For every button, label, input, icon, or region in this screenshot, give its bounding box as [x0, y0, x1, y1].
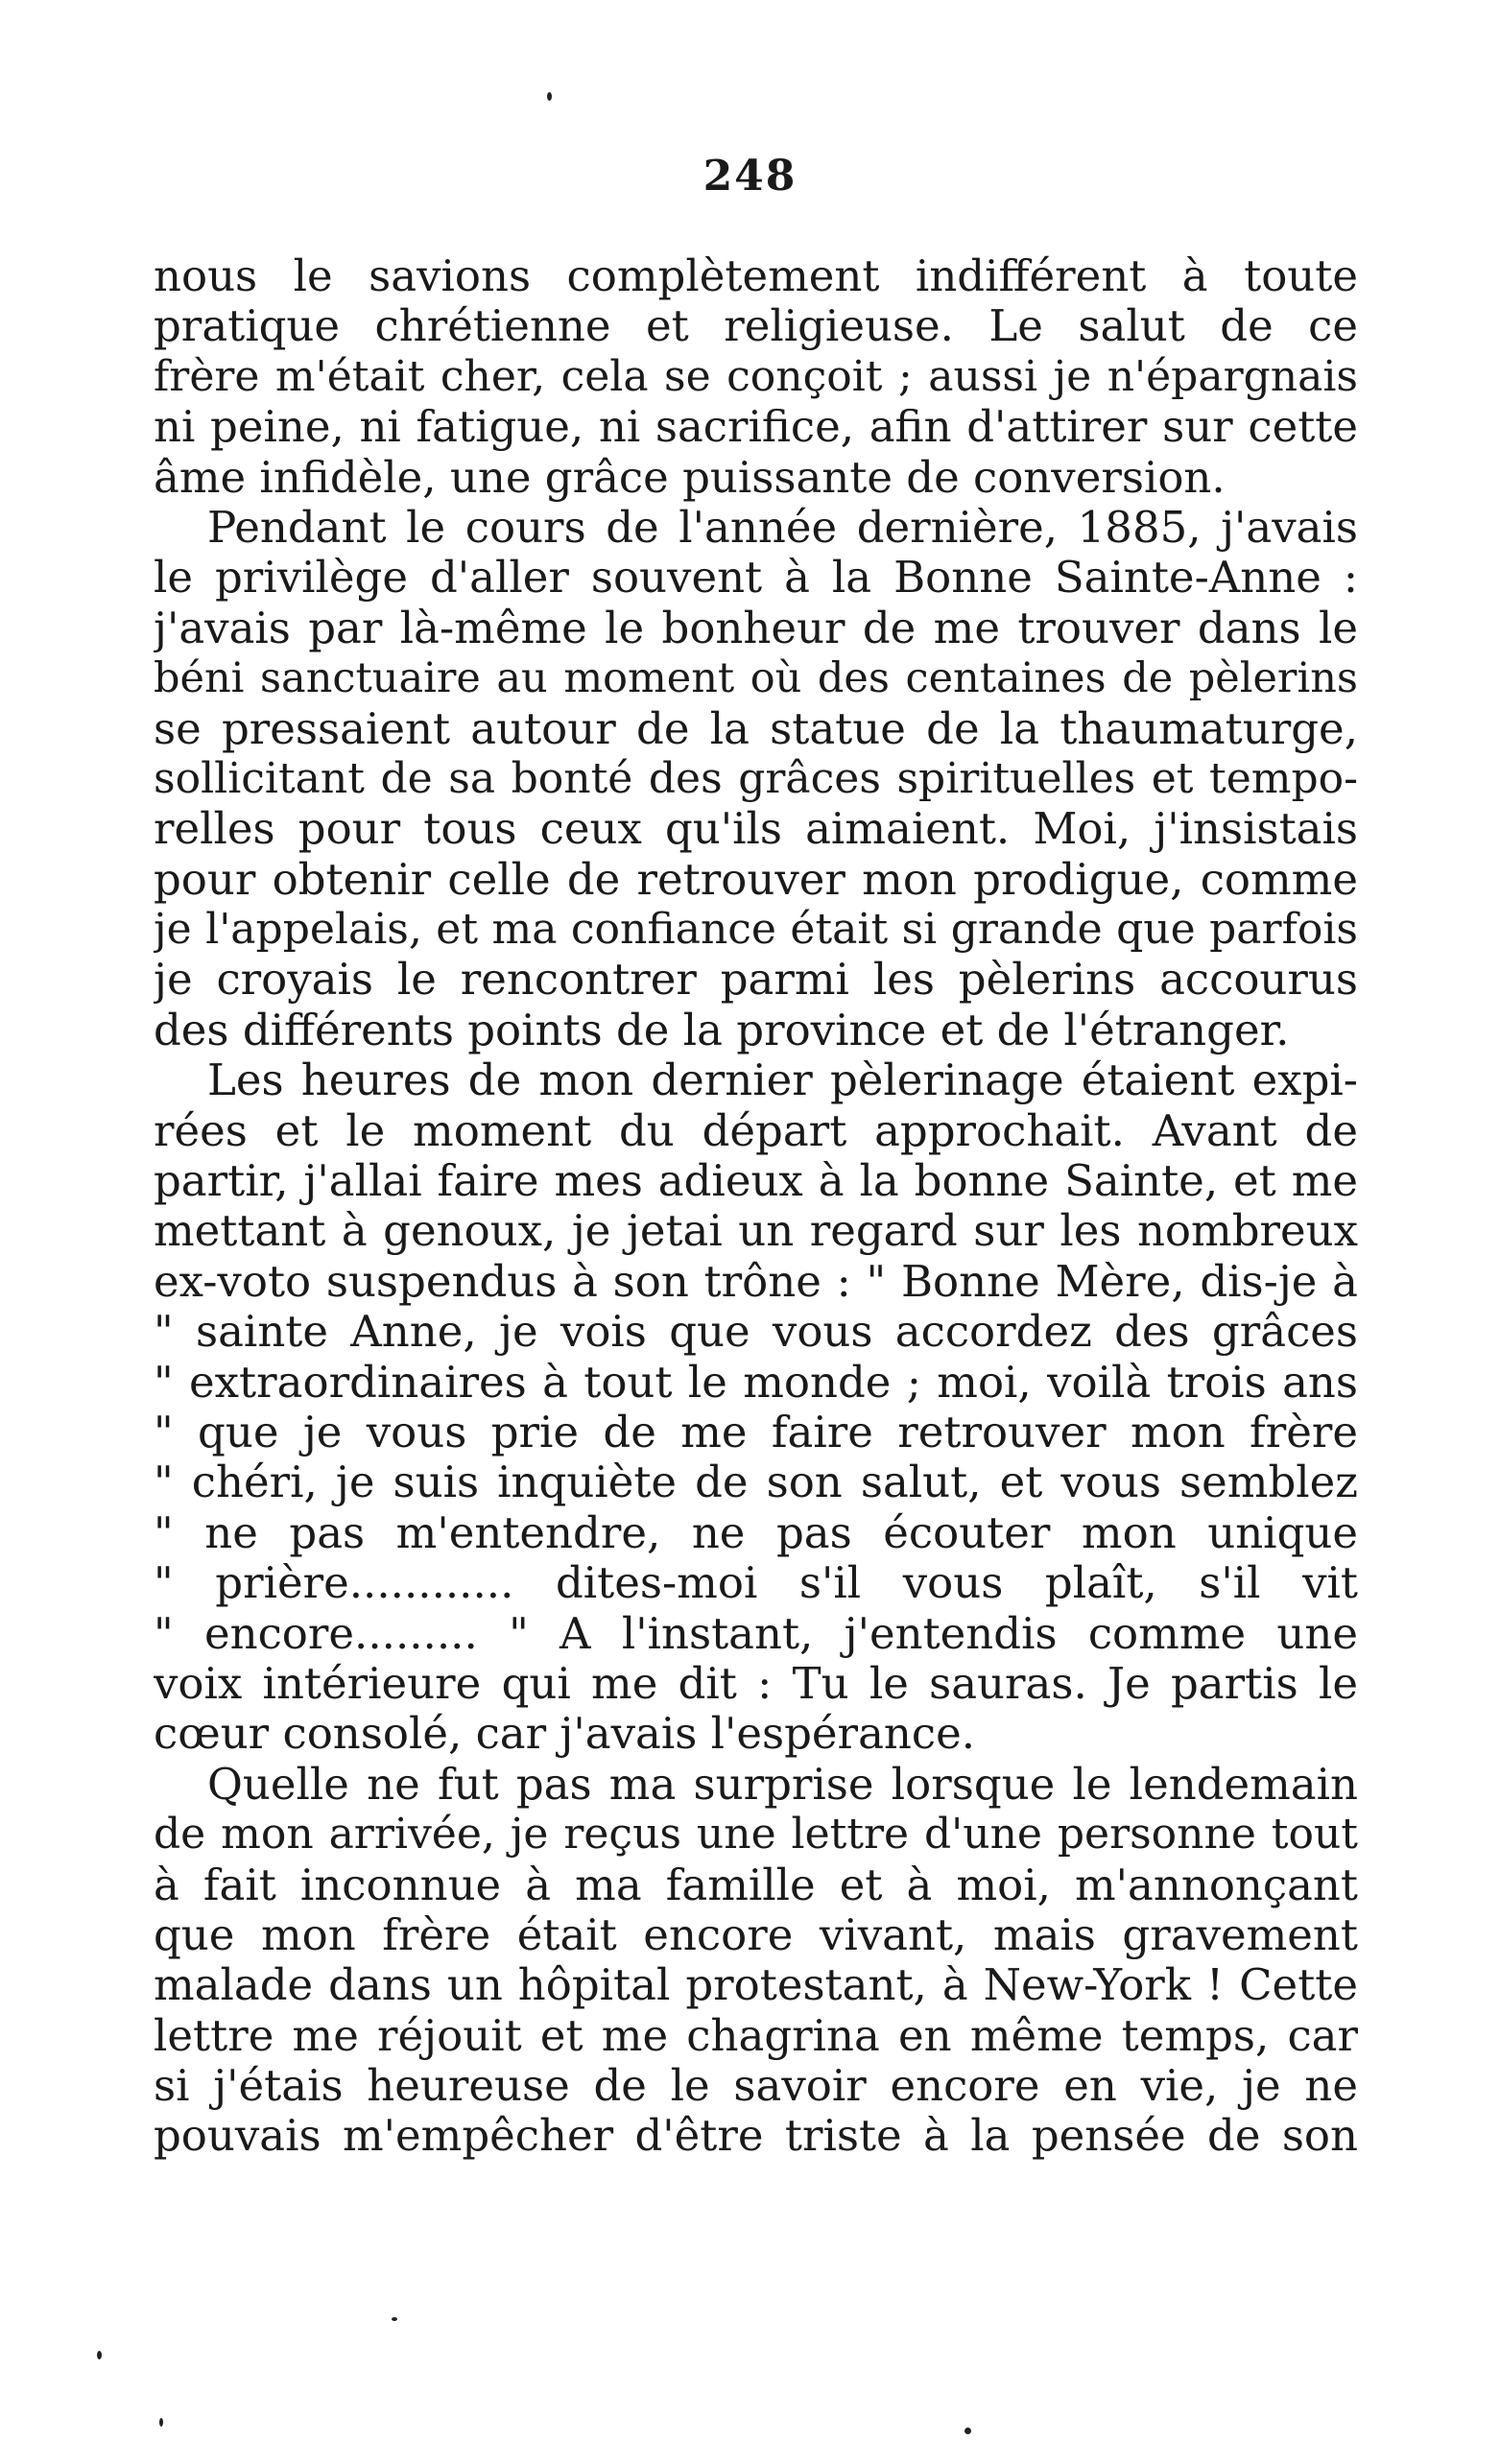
text-line: se pressaient autour de la statue de la thaumaturge,	[154, 703, 1358, 754]
scan-speck	[392, 2317, 397, 2321]
scan-speck	[97, 2351, 102, 2359]
text-line: pour obtenir celle de retrouver mon prodigue, comme	[154, 854, 1358, 905]
text-line: j'avais par là-même le bonheur de me trouver dans le	[154, 603, 1358, 653]
text-line: voix intérieure qui me dit : Tu le sauras. Je partis le	[154, 1658, 1358, 1709]
text-line: de mon arrivée, je reçus une lettre d'une personne tout	[154, 1810, 1358, 1860]
text-line: mettant à genoux, je jetai un regard sur les nombreux	[154, 1206, 1358, 1257]
text-line: " extraordinaires à tout le monde ; moi, voilà trois ans	[154, 1357, 1358, 1408]
text-line: des différents points de la province et de l'étranger.	[154, 1005, 1290, 1055]
text-line: le privilège d'aller souvent à la Bonne Sainte-Anne :	[154, 553, 1358, 604]
text-line: ex-voto suspendus à son trône : " Bonne Mère, dis-je à	[154, 1256, 1358, 1307]
text-line: Quelle ne fut pas ma surprise lorsque le lendemain	[207, 1759, 1358, 1810]
scan-speck	[547, 92, 552, 101]
text-line: béni sanctuaire au moment où des centaines de pèlerins	[154, 654, 1358, 703]
text-line: relles pour tous ceux qu'ils aimaient. Moi, j'insistais	[154, 804, 1358, 855]
text-line: " chéri, je suis inquiète de son salut, et vous semblez	[154, 1457, 1358, 1508]
text-line: " ne pas m'entendre, ne pas écouter mon unique	[154, 1507, 1358, 1558]
text-line: Pendant le cours de l'année dernière, 1885, j'avais	[207, 502, 1358, 553]
text-line: " prière............ dites-moi s'il vous plaît, s'il vit	[154, 1558, 1358, 1609]
text-line: lettre me réjouit et me chagrina en même temps, car	[154, 2010, 1358, 2061]
text-line: sollicitant de sa bonté des grâces spirituelles et tempo-	[154, 753, 1358, 803]
text-line: je croyais le rencontrer parmi les pèlerins accourus	[154, 955, 1358, 1006]
text-line: à fait inconnue à ma famille et à moi, m'annonçant	[154, 1860, 1358, 1910]
text-line: pouvais m'empêcher d'être triste à la pensée de son	[154, 2111, 1358, 2162]
text-line: je l'appelais, et ma confiance était si grande que parfois	[154, 905, 1358, 955]
text-line: rées et le moment du départ approchait. Avant de	[154, 1105, 1358, 1156]
text-line: malade dans un hôpital protestant, à New-York ! Cette	[154, 1960, 1358, 2011]
text-line: nous le savions complètement indifférent à toute	[154, 251, 1358, 301]
scan-speck	[159, 2418, 163, 2427]
page-number: 248	[702, 152, 798, 201]
text-line: cœur consolé, car j'avais l'espérance.	[154, 1709, 976, 1760]
text-line: Les heures de mon dernier pèlerinage étaient expi-	[207, 1055, 1358, 1106]
text-line: pratique chrétienne et religieuse. Le salut de ce	[154, 301, 1358, 352]
text-line: si j'étais heureuse de le savoir encore en vie, je ne	[154, 2061, 1358, 2112]
text-line: " que je vous prie de me faire retrouver mon frère	[154, 1407, 1358, 1457]
text-line: âme infidèle, une grâce puissante de conversion.	[154, 452, 1226, 503]
text-line: que mon frère était encore vivant, mais gravement	[154, 1909, 1358, 1960]
scan-speck	[964, 2428, 971, 2434]
text-line: ni peine, ni fatigue, ni sacrifice, afin d'attirer sur cette	[154, 402, 1358, 453]
text-line: partir, j'allai faire mes adieux à la bonne Sainte, et me	[154, 1156, 1358, 1207]
text-line: " sainte Anne, je vois que vous accordez des grâces	[154, 1307, 1358, 1358]
body-text	[154, 251, 1358, 2162]
text-line: " encore......... " A l'instant, j'entendis comme une	[154, 1608, 1358, 1659]
text-line: frère m'était cher, cela se conçoit ; aussi je n'épargnais	[154, 351, 1358, 401]
